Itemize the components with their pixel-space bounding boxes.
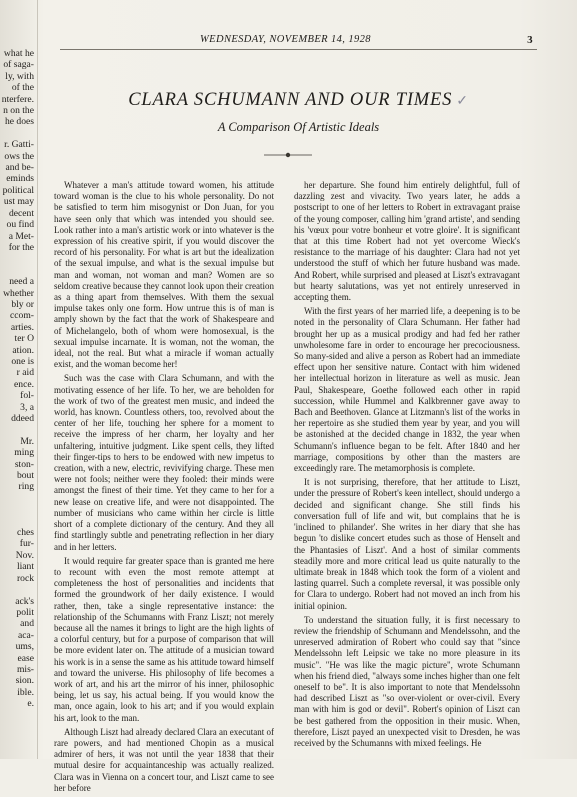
article-title-text: CLARA SCHUMANN AND OUR TIMES [128,90,453,110]
previous-page-fragment: ly, with [5,70,34,82]
article-subtitle: A Comparison Of Artistic Ideals [217,120,380,134]
previous-page-fragment: ease [17,652,34,664]
previous-page-fragment: and be- [5,162,34,174]
previous-page-fragment: arties. [10,321,34,333]
previous-page-fragment: one is [11,355,34,367]
previous-page-fragment [0,265,34,276]
previous-page-fragment: sion. [15,675,34,687]
previous-page-fragment: mis- [16,663,34,675]
page-number: 3 [527,34,533,46]
previous-page-fragment: ring [18,481,34,493]
previous-page-fragment: decent [8,207,34,219]
previous-page-fragment: r. Gatti- [4,139,34,151]
previous-page-fragment: ack's [15,595,34,607]
previous-page-fragment: ums, [15,641,34,653]
previous-page-fragment: bly or [11,298,34,310]
previous-page-fragment: need a [9,276,34,288]
article-paragraph: Whatever a man's attitude toward women, his attitude toward woman is the clue to his whole personality. Do not be satisfied to term him misogynist or Don Juan, for you have seen only that which was intended you should see. Look rather into a man's artistic work or into whatever is the expression of his creative spirit, if you would discover the record of his personality. For what is art but the idealization of the sexual impulse, and what is the sexual impulse but man and woman, not woman and man? Women are so seldom creative because they cannot look upon their creation as a thing apart from themselves. With them the sexual impulse takes only one form. How untrue this is of man is amply shown by the fact that the work of Shakespeare and of Michelangelo, both of whom were homosexual, is the sexual impulse incarnate. It is woman, not the woman, the ideal, not the real. But what a miracle if woman actually exist, and the woman become her! [54,180,274,370]
previous-page-fragment: ou find [6,219,34,231]
article-paragraph: It would require far greater space than is granted me here to recount with even the most remote attempt at completeness the host of personalities and incidents that formed the groundwork of her daily existence. I would rather, then, take a single representative instance: the relationship of the Schumanns with Franz Liszt; not merely because all the names it brings to light are the high lights of a colorful century, but for a purpose of comparison that will be more evident later on. The attitude of a musician toward his work is in a sense the same as his attitude toward himself and toward the universe. His philosophy of life becomes a work of art, and his art the mirror of his inner, philosophic being, let us say, his actual being. If you would know the man, once again, look to his art; and if you would explain his art, look to the man. [54,555,274,723]
previous-page-fragment: ation. [12,344,34,356]
previous-page-fragment: ence. [14,378,34,390]
previous-page-fragment: bout [16,470,34,482]
previous-page-fragment: ows the [4,150,34,162]
header-date: WEDNESDAY, NOVEMBER 14, 1928 [200,34,371,45]
previous-page-fragment: Mr. [20,435,34,447]
previous-page-fragment: polit [16,606,34,618]
previous-page-fragment: fur- [19,538,34,550]
previous-page-fragment: e. [27,698,34,710]
previous-page-fragment: ust may [3,196,34,208]
previous-page-fragment: ming [14,447,34,459]
previous-page-fragment: ston- [14,458,34,470]
previous-page-fragment: whether [3,287,34,299]
previous-page-fragment: ccom- [10,310,34,322]
previous-page-fragment: nterfere. [1,93,34,105]
header-rule [60,49,537,50]
previous-page-fragment: n on the [3,105,34,117]
check-mark-icon: ✓ [456,94,469,109]
article-paragraph: With the first years of her married life, a deepening is to be noted in the personality of Clara Schumann. Her father had brought her up as a musical prodigy and had fed her rather unwholesome fare in order to encourage her precociousness. So many-sided and alive a person as Robert had an immediate effect upon her sensitive nature. Contact with him widened her intellectual horizon in literature as well as music. Jean Paul, Shakespeare, Goethe followed each other in rapid succession, while Hummel and Kalkbrenner gave away to Bach and Beethoven. Glance at Litzmann's list of the works in her repertoire as she studied them year by year, and you will be astonished at the decided change in 1832, the year when Schumann's influence began to be felt. After 1840 and her marriage, compositions by other than the masters are exceedingly rare. The metamorphosis is complete. [294,306,520,474]
article-column-right [294,180,520,752]
previous-page-fragment [0,253,34,264]
previous-page-fragment: ddeed [11,413,34,424]
previous-page-fragment: liant [16,561,34,573]
previous-page-fragment [0,504,34,515]
article-paragraph: To understand the situation fully, it is first necessary to review the friendship of Schumann and Mendelssohn, and the unreserved admiration of Robert who could say that "since Mendelssohn left Leipsic we take no more pleasure in its music". "He was like the magic picture", wrote Schumann when his friend died, "always some inches higher than one felt oneself to be". It is also important to note that Mendelssohn had described Liszt as "so over-violent or over-civil. Every man with him is god or devil". Robert's opinion of Liszt can be best gathered from the opposition in their music. When, therefore, Liszt payed an unexpected visit to Dresden, he was received by the Schumanns with mixed feelings. He [294,614,520,748]
previous-page-fragment: ible. [17,686,34,698]
previous-page-fragment: fol- [20,390,34,402]
ornament-divider-icon [264,150,312,160]
previous-page-fragment [0,424,34,435]
article-column-left [54,180,274,797]
previous-page-fragment: aca- [18,629,34,641]
previous-page-fragment: he does [4,116,34,128]
previous-page-fragment: of saga- [3,59,34,71]
previous-page-fragment [0,493,34,504]
running-header [200,34,533,46]
article-paragraph: It is not surprising, therefore, that her attitude to Liszt, under the pressure of Robert's keen intellect, should undergo a decided and significant change. She still finds his conversation full of life and wit, but complains that he is 'inclined to philander'. She writes in her diary that she has begun 'to dislike concert etudes such as those of Henselt and the Phantasies of Liszt'. And a host of similar comments steadily more and more critical lead us quite naturally to the ultimate break in 1848 which took the form of a violent and lasting quarrel. Such a complete reversal, it was possible only for Clara to undergo. Robert had not moved an inch from his initial opinion. [294,477,520,611]
article-title [60,90,537,111]
article-paragraph: Such was the case with Clara Schumann, and with the motivating essence of her life. To her, we are beholden for the work of two of the greatest men music, and indeed the world, has known. Countless others, too, revolved about the center of her life, touching her sphere for a moment to receive the impress of her charm, her loyalty and her unfaltering, intuitive judgment. Like spent cells, they lifted their finger-tips to hers to be endowed with new impetus to creation, with a new, electric, revivifying charge. These men were not fools; neither were they fooled: their minds were amongst the finest of their time. Yet they came to her for a new lease on creative life, and were not disappointed. The number of musicians who came within her circle is little short of a complete dictionary of the century. And they all find startlingly subtle and penetrating reflection in her diary and in her letters. [54,373,274,552]
previous-page-fragment: 3, a [20,401,34,413]
previous-page-fragment: ches [16,527,34,539]
previous-page-fragment [0,584,34,595]
previous-page-fragment: Nov. [15,549,34,561]
previous-page-fragment: and [20,618,34,630]
previous-page-fragment: r aid [16,367,34,379]
previous-page-fragment: of the [11,82,34,94]
previous-page-fragment: what he [3,48,34,59]
previous-page-fragment [0,128,34,139]
previous-page-fragment: a Met- [8,230,34,242]
previous-page-fragment: eminds [6,173,34,185]
previous-page-fragment: rock [16,572,34,584]
previous-page-fragment [0,516,34,527]
previous-page-fragment: ter O [14,333,34,345]
article-paragraph: Although Liszt had already declared Clara an executant of rare powers, and had mentioned Chopin as a musical admirer of hers, it was not until the year 1838 that their mutual desire for acquaintanceship was actually realized. Clara was in Vienna on a concert tour, and Liszt came to see her before [54,726,274,793]
article-paragraph: her departure. She found him entirely delightful, full of dazzling zest and vivacity. Two years later, he adds a postscript to one of her letters to Robert in extravagant praise of the young composer, calling him 'grand artiste', and sending his 'vœux pour votre bonheur et votre gloire'. It is significant that at this time Robert had not yet overcome Wieck's resistance to the marriage of his daughter: Clara had not yet understood the stuff of which her future husband was made. And Robert, while surprised and pleased at Liszt's extravagant but hearty salutations, was yet not entirely unreserved in accepting them. [294,180,520,303]
previous-page-fragment: for the [8,241,34,253]
previous-page-fragment: political [2,184,34,196]
previous-page-edge [0,48,36,759]
page-gutter [37,0,38,759]
